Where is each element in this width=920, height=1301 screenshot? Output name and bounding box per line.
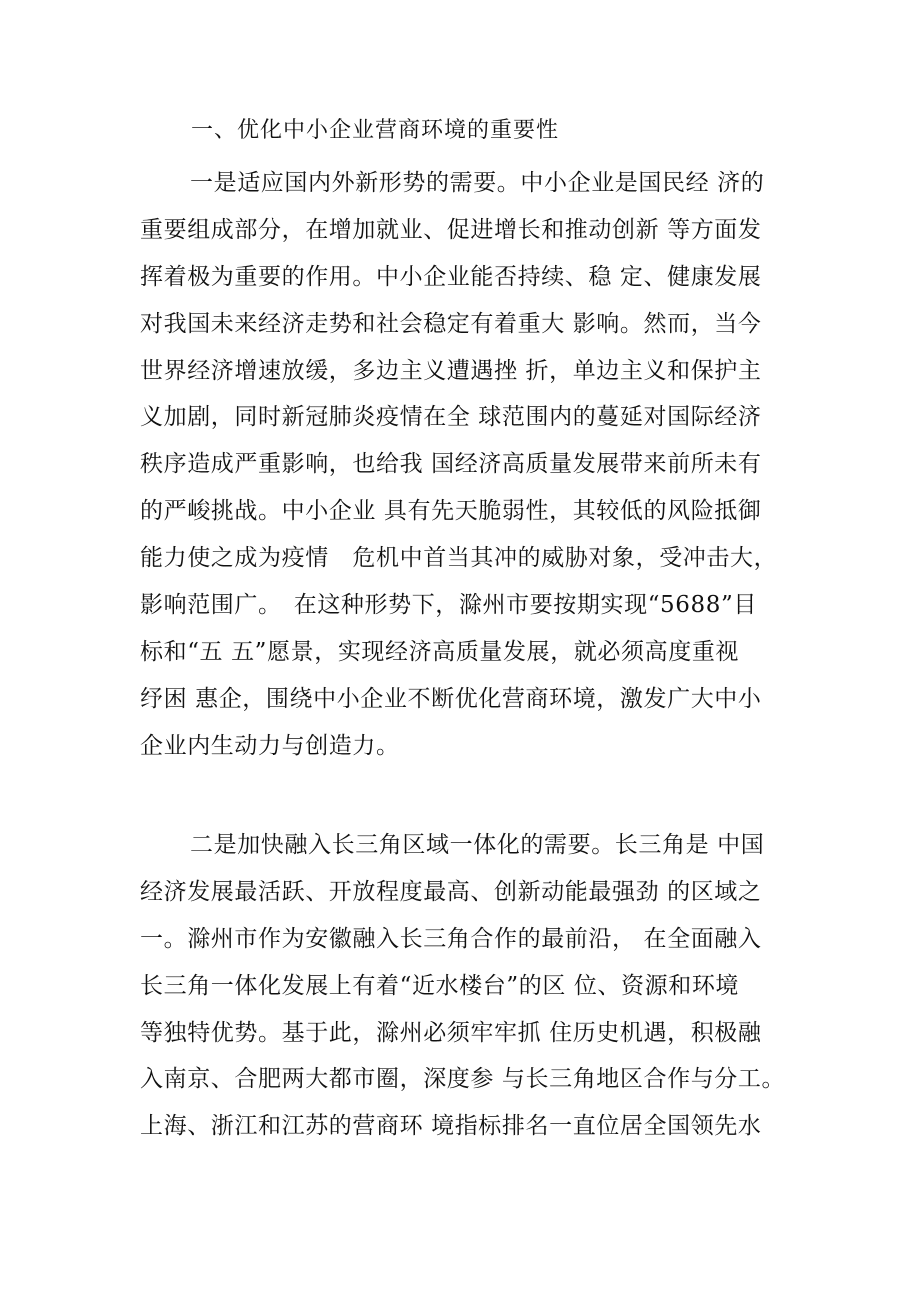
paragraph-line: 长三角一体化发展上有着“近水楼台”的区 位、资源和环境 xyxy=(140,972,740,999)
paragraph-2 xyxy=(140,822,785,1150)
paragraph-line: 二是加快融入长三角区域一体化的需要。长三角是 中国 xyxy=(190,832,765,858)
paragraph-line: 挥着极为重要的作用。中小企业能否持续、稳 定、健康发展 xyxy=(140,263,762,290)
paragraph-line: 的严峻挑战。中小企业 具有先天脆弱性，其较低的风险抵御 xyxy=(140,498,762,525)
paragraph-line: 对我国未来经济走势和社会稳定有着重大 影响。然而，当今 xyxy=(140,310,762,337)
paragraph-line: 秩序造成严重影响，也给我 国经济高质量发展带来前所未有 xyxy=(140,451,762,478)
paragraph-line: 能力使之成为疫情 危机中首当其冲的威胁对象，受冲击大， xyxy=(140,545,778,572)
paragraph-line: 义加剧，同时新冠肺炎疫情在全 球范围内的蔓延对国际经济 xyxy=(140,404,762,431)
paragraph-1 xyxy=(140,160,777,770)
paragraph-line: 入南京、合肥两大都市圈，深度参 与长三角地区合作与分工。 xyxy=(140,1066,786,1093)
paragraph-line: 一是适应国内外新形势的需要。中小企业是国民经 济的 xyxy=(190,170,765,196)
paragraph-line: 纾困 惠企，围绕中小企业不断优化营商环境，激发广大中小 xyxy=(140,685,762,712)
paragraph-line: 一。滁州市作为安徽融入长三角合作的最前沿， 在全面融入 xyxy=(140,925,762,952)
paragraph-line: 世界经济增速放缓，多边主义遭遇挫 折，单边主义和保护主 xyxy=(140,357,762,384)
paragraph-line: 影响范围广。 在这种形势下，滁州市要按期实现“5688”目 xyxy=(140,592,757,619)
paragraph-line: 经济发展最活跃、开放程度最高、创新动能最强劲 的区域之 xyxy=(140,878,762,905)
section-heading: 一、优化中小企业营商环境的重要性 xyxy=(191,118,560,143)
paragraph-line: 标和“五 五”愿景，实现经济高质量发展，就必须高度重视 xyxy=(140,638,740,665)
paragraph-line: 重要组成部分，在增加就业、促进增长和推动创新 等方面发 xyxy=(140,216,762,243)
paragraph-line: 企业内生动力与创造力。 xyxy=(140,732,400,759)
paragraph-line: 等独特优势。基于此，滁州必须牢牢抓 住历史机遇，积极融 xyxy=(140,1019,762,1046)
paragraph-line: 上海、浙江和江苏的营商环 境指标排名一直位居全国领先水 xyxy=(140,1113,762,1140)
